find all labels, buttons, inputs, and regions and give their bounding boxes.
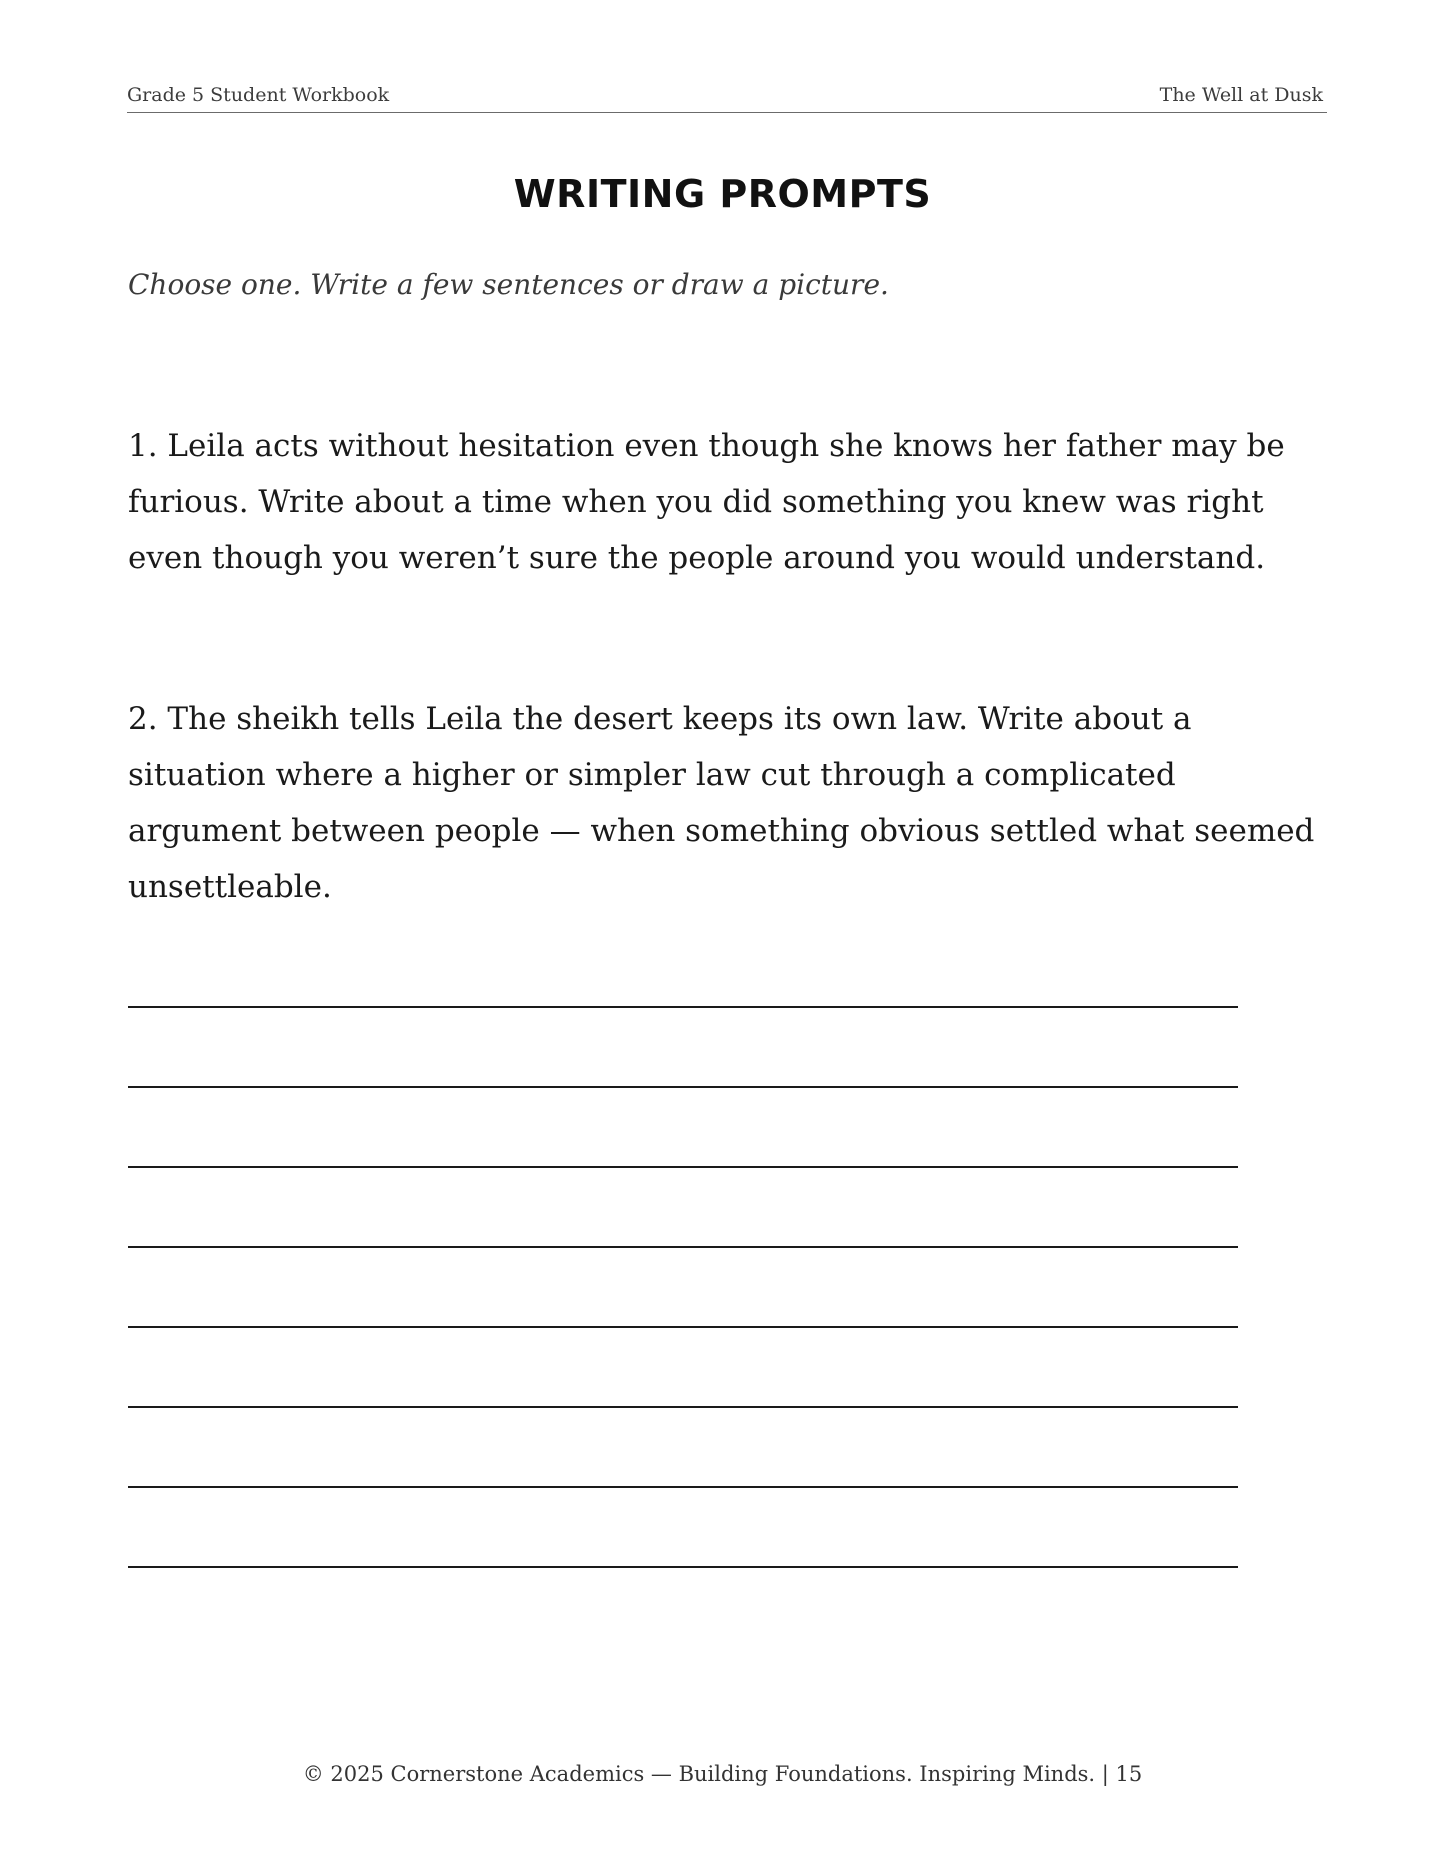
writing-line[interactable] (128, 1406, 1238, 1408)
page-footer: © 2025 Cornerstone Academics — Building Foundations. Inspiring Minds. | 15 (302, 1762, 1143, 1786)
writing-lines-area[interactable] (128, 1006, 1238, 1646)
writing-line[interactable] (128, 1166, 1238, 1168)
writing-line[interactable] (128, 1486, 1238, 1488)
writing-line[interactable] (128, 1086, 1238, 1088)
writing-line[interactable] (128, 1006, 1238, 1008)
page-title: WRITING PROMPTS (513, 172, 932, 216)
writing-prompt-1: 1. Leila acts without hesitation even though she knows her father may be furious. Write about a time when you did something you knew was right even though you weren’t sure the people around you would understand. (128, 428, 1285, 576)
writing-line[interactable] (128, 1326, 1238, 1328)
header-story-title: The Well at Dusk (1159, 84, 1323, 106)
instructions-text: Choose one. Write a few sentences or draw a picture. (128, 268, 889, 301)
writing-line[interactable] (128, 1566, 1238, 1568)
running-header (127, 82, 1327, 113)
header-workbook-label: Grade 5 Student Workbook (127, 84, 390, 106)
writing-prompt-2: 2. The sheikh tells Leila the desert keeps its own law. Write about a situation where a higher or simpler law cut through a complicated argument between people — when something obvious settled what seemed unsettleable. (128, 701, 1315, 905)
writing-line[interactable] (128, 1246, 1238, 1248)
